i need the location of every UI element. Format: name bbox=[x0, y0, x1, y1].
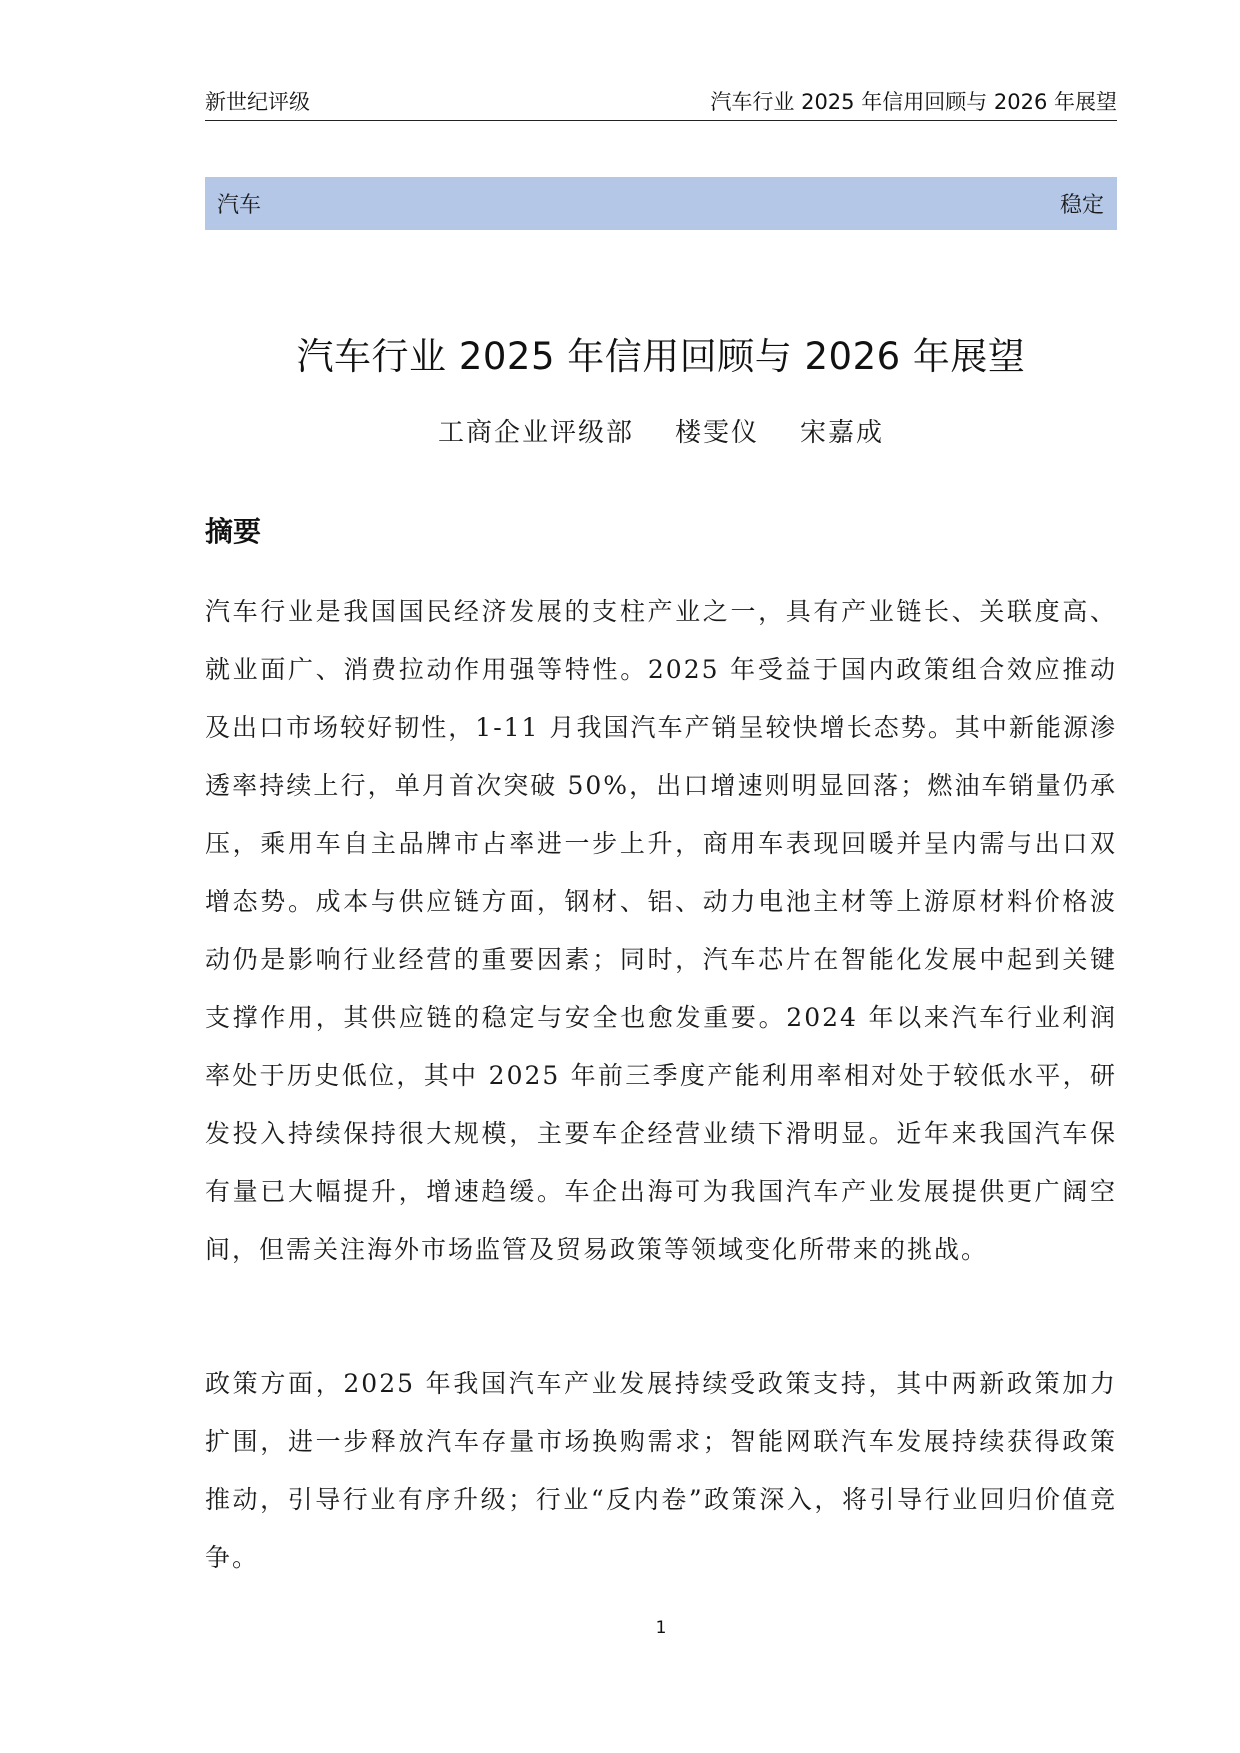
abstract-heading: 摘要 bbox=[205, 515, 262, 548]
outlook-label: 稳定 bbox=[1059, 193, 1104, 218]
header-report-title: 汽车行业 2025 年信用回顾与 2026 年展望 bbox=[710, 90, 1117, 114]
header-divider bbox=[205, 120, 1117, 121]
abstract-paragraph: 汽车行业是我国国民经济发展的支柱产业之一，具有产业链长、关联度高、就业面广、消费拉动作用强等特性。2025 年受益于国内政策组合效应推动及出口市场较好韧性，1-11 月我国汽车产销呈较快增长态势。其中新能源渗透率持续上行，单月首次突破 50%，出口增速则明显回落；燃油车销量仍承压，乘用车自主品牌市占率进一步上升，商用车表现回暖并呈内需与出口双增态势。成本与供应链方面，钢材、铝、动力电池主材等上游原材料价格波动仍是影响行业经营的重要因素；同时，汽车芯片在智能化发展中起到关键支撑作用，其供应链的稳定与安全也愈发重要。2024 年以来汽车行业利润率处于历史低位，其中 2025 年前三季度产能利用率相对处于较低水平，研发投入持续保持很大规模，主要车企经营业绩下滑明显。近年来我国汽车保有量已大幅提升，增速趋缓。车企出海可为我国汽车产业发展提供更广阔空间，但需关注海外市场监管及贸易政策等领域变化所带来的挑战。 bbox=[205, 597, 1117, 1264]
header-organization: 新世纪评级 bbox=[205, 90, 310, 114]
policy-paragraph: 政策方面，2025 年我国汽车产业发展持续受政策支持，其中两新政策加力扩围，进一步释放汽车存量市场换购需求；智能网联汽车发展持续获得政策推动，引导行业有序升级；行业“反内卷”政策深入，将引导行业回归价值竞争。 bbox=[205, 1369, 1117, 1572]
document-page bbox=[205, 0, 1117, 1753]
running-header bbox=[205, 86, 1117, 116]
document-title: 汽车行业 2025 年信用回顾与 2026 年展望 bbox=[296, 335, 1026, 378]
industry-label: 汽车 bbox=[217, 193, 262, 218]
document-authors: 工商企业评级部 楼雯仪 宋嘉成 bbox=[437, 418, 885, 448]
industry-outlook-bar bbox=[205, 177, 1117, 230]
page-number: 1 bbox=[655, 1618, 667, 1638]
